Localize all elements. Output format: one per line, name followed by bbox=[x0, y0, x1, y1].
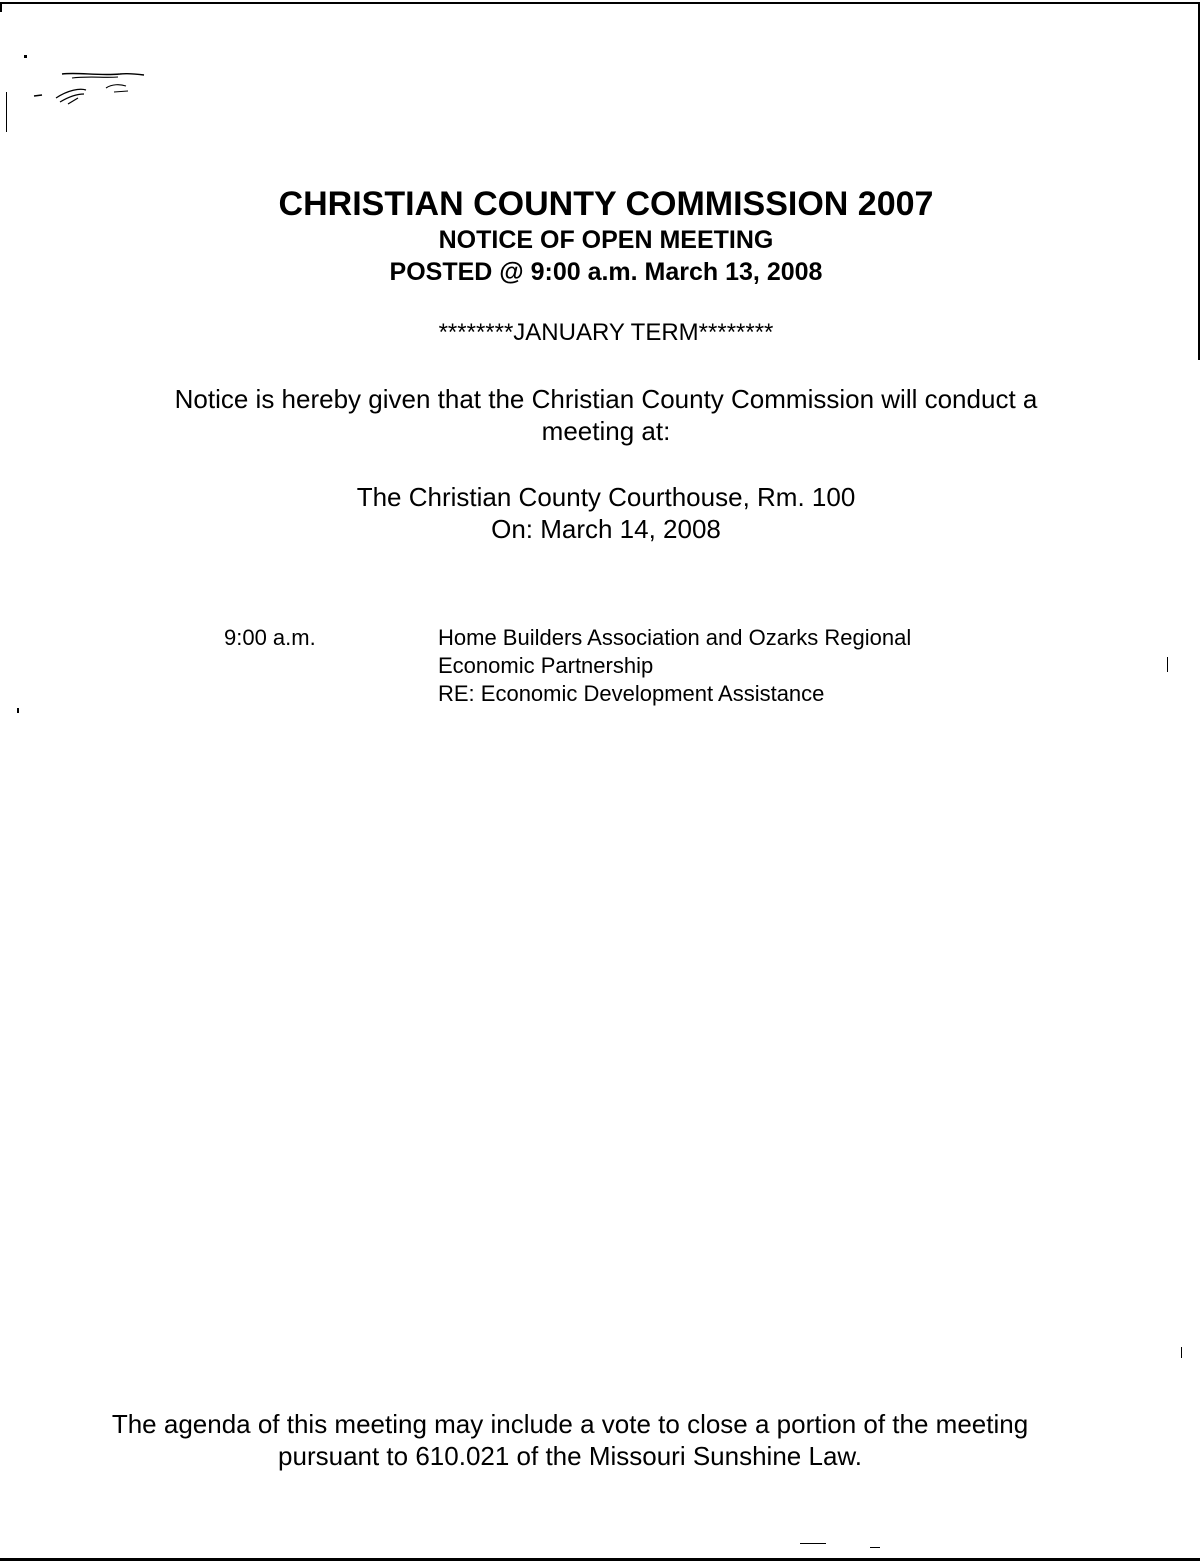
posted-line: POSTED @ 9:00 a.m. March 13, 2008 bbox=[389, 258, 823, 286]
scan-speck bbox=[1181, 1347, 1182, 1358]
footer-line: pursuant to 610.021 of the Missouri Sunshine Law. bbox=[278, 1441, 862, 1471]
scan-speck bbox=[17, 708, 19, 713]
scan-speck bbox=[24, 55, 27, 58]
scan-speck bbox=[1167, 657, 1168, 672]
term-heading: ********JANUARY TERM******** bbox=[438, 319, 774, 346]
footer-line: The agenda of this meeting may include a vote to close a portion of the meeting bbox=[111, 1409, 1029, 1439]
sunshine-law-footer bbox=[50, 1408, 1090, 1472]
document-title: CHRISTIAN COUNTY COMMISSION 2007 bbox=[278, 185, 934, 223]
agenda-line: Economic Partnership bbox=[438, 653, 654, 678]
agenda-time: 9:00 a.m. bbox=[224, 625, 316, 650]
scan-left-tick bbox=[6, 92, 7, 132]
agenda-line: Home Builders Association and Ozarks Regional bbox=[438, 625, 912, 650]
scan-top-border bbox=[0, 2, 1200, 4]
document-subtitle: NOTICE OF OPEN MEETING bbox=[438, 226, 774, 254]
scan-left-edge bbox=[0, 2, 2, 12]
notice-line: meeting at: bbox=[541, 416, 671, 446]
agenda-line: RE: Economic Development Assistance bbox=[438, 681, 825, 706]
location-line: The Christian County Courthouse, Rm. 100 bbox=[356, 482, 856, 512]
notice-paragraph bbox=[100, 383, 1112, 447]
agenda-description bbox=[438, 624, 998, 708]
notice-line: Notice is hereby given that the Christian County Commission will conduct a bbox=[174, 384, 1038, 414]
meeting-location bbox=[0, 481, 1200, 545]
handwritten-scribble bbox=[28, 62, 158, 112]
meeting-date-line: On: March 14, 2008 bbox=[491, 514, 721, 544]
scan-speck bbox=[800, 1543, 826, 1544]
scan-speck bbox=[870, 1547, 880, 1548]
scan-bottom-border bbox=[0, 1558, 1200, 1561]
document-header bbox=[0, 184, 1200, 288]
